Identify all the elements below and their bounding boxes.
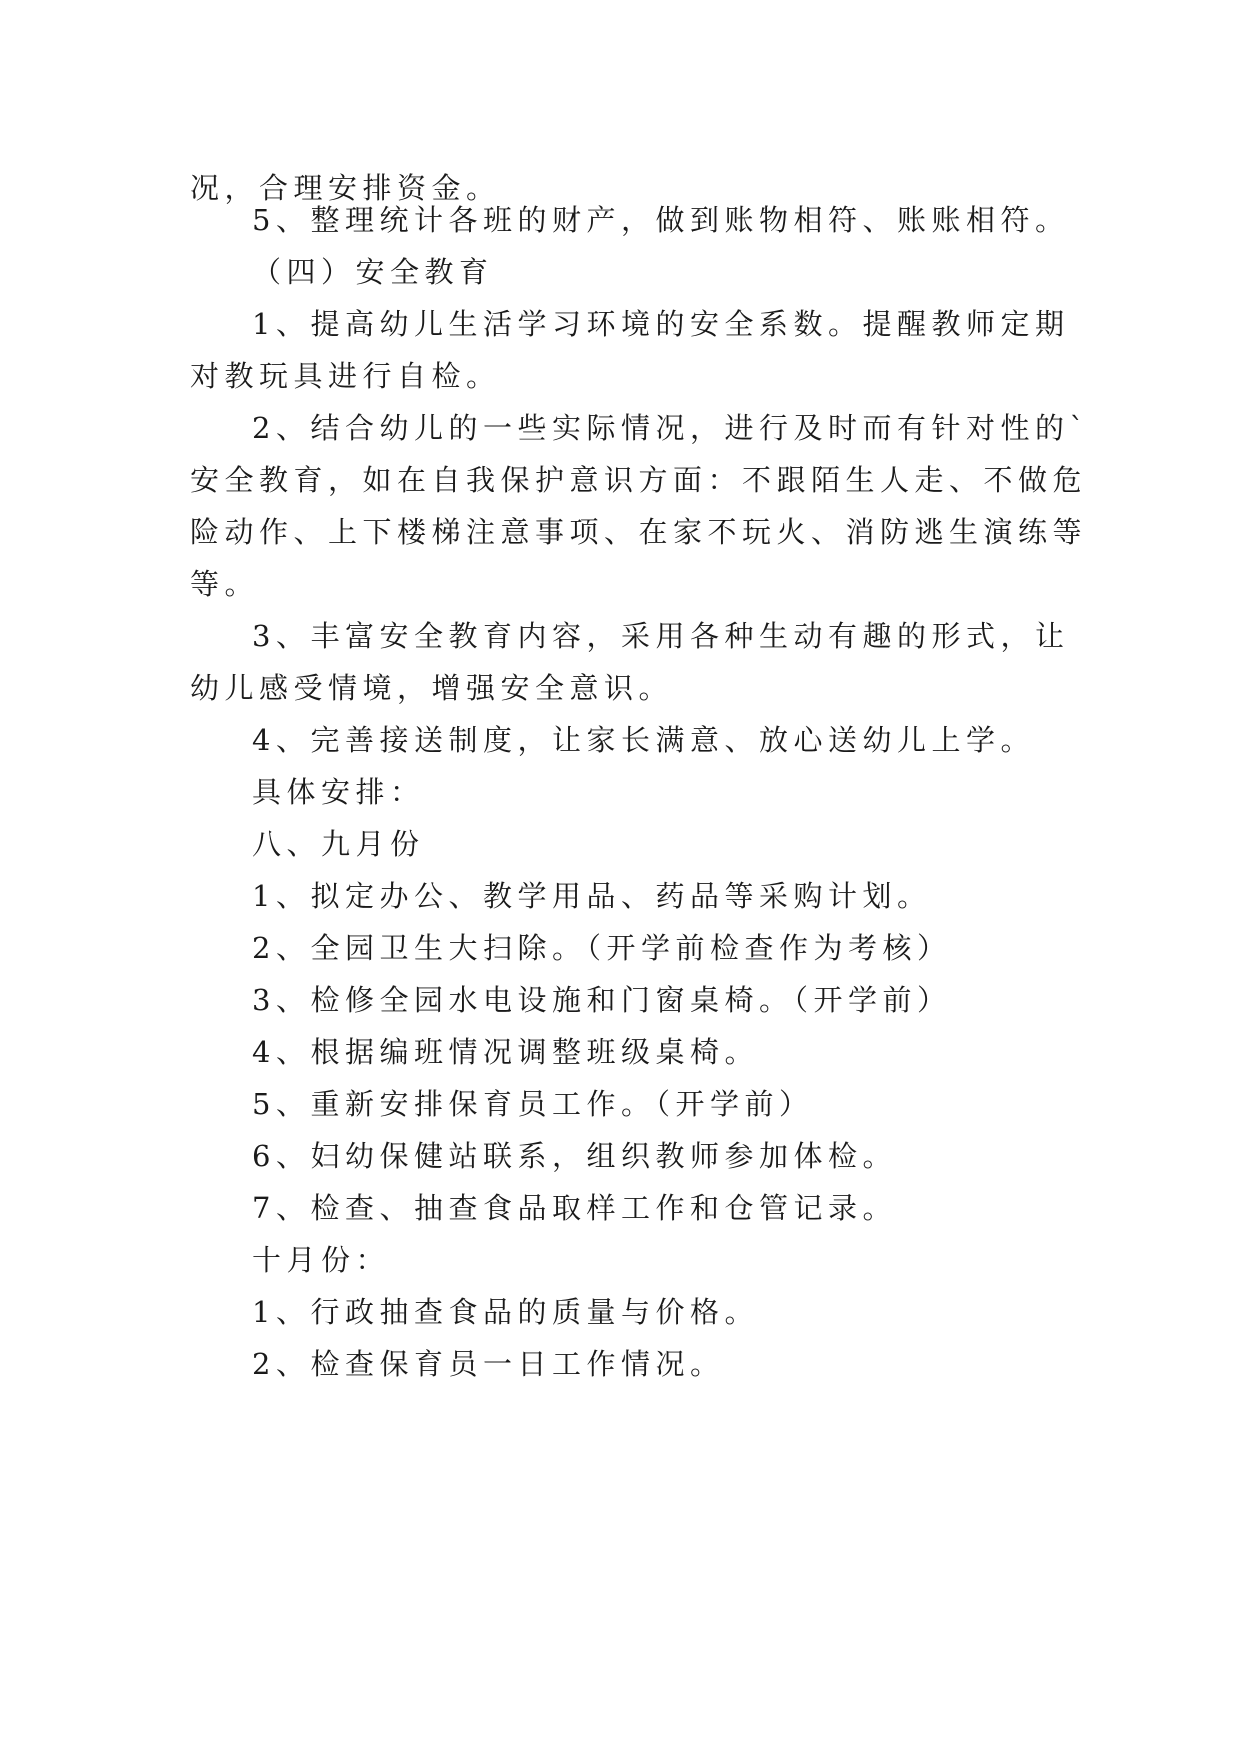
month-heading: 八、九月份 — [252, 827, 425, 861]
month-heading: 十月份： — [252, 1243, 391, 1277]
list-item: 6、妇幼保健站联系，组织教师参加体检。 — [252, 1139, 897, 1173]
text-line: 4、完善接送制度，让家长满意、放心送幼儿上学。 — [252, 723, 1035, 757]
text-line: 等。 — [190, 567, 260, 601]
list-item: 7、检查、抽查食品取样工作和仓管记录。 — [252, 1191, 897, 1225]
text-line: 幼儿感受情境，增强安全意识。 — [190, 671, 674, 705]
text-line: 况，合理安排资金。 — [190, 171, 501, 205]
text-line: 3、丰富安全教育内容，采用各种生动有趣的形式，让 — [252, 619, 1070, 653]
list-item: 2、全园卫生大扫除。（开学前检查作为考核） — [252, 931, 952, 965]
text-line: 安全教育，如在自我保护意识方面：不跟陌生人走、不做危 — [190, 463, 1088, 497]
text-line: 险动作、上下楼梯注意事项、在家不玩火、消防逃生演练等 — [190, 515, 1088, 549]
text-line: 1、提高幼儿生活学习环境的安全系数。提醒教师定期 — [252, 307, 1070, 341]
text-line: 对教玩具进行自检。 — [190, 359, 501, 393]
schedule-heading: 具体安排： — [252, 775, 425, 809]
list-item: 2、检查保育员一日工作情况。 — [252, 1347, 725, 1381]
list-item: 4、根据编班情况调整班级桌椅。 — [252, 1035, 759, 1069]
list-item: 3、检修全园水电设施和门窗桌椅。（开学前） — [252, 983, 952, 1017]
list-item: 5、重新安排保育员工作。（开学前） — [252, 1087, 814, 1121]
section-heading: （四）安全教育 — [252, 255, 494, 289]
text-line: 5、整理统计各班的财产，做到账物相符、账账相符。 — [252, 203, 1070, 237]
text-line: 2、结合幼儿的一些实际情况，进行及时而有针对性的` — [252, 411, 1090, 445]
list-item: 1、拟定办公、教学用品、药品等采购计划。 — [252, 879, 932, 913]
list-item: 1、行政抽查食品的质量与价格。 — [252, 1295, 759, 1329]
